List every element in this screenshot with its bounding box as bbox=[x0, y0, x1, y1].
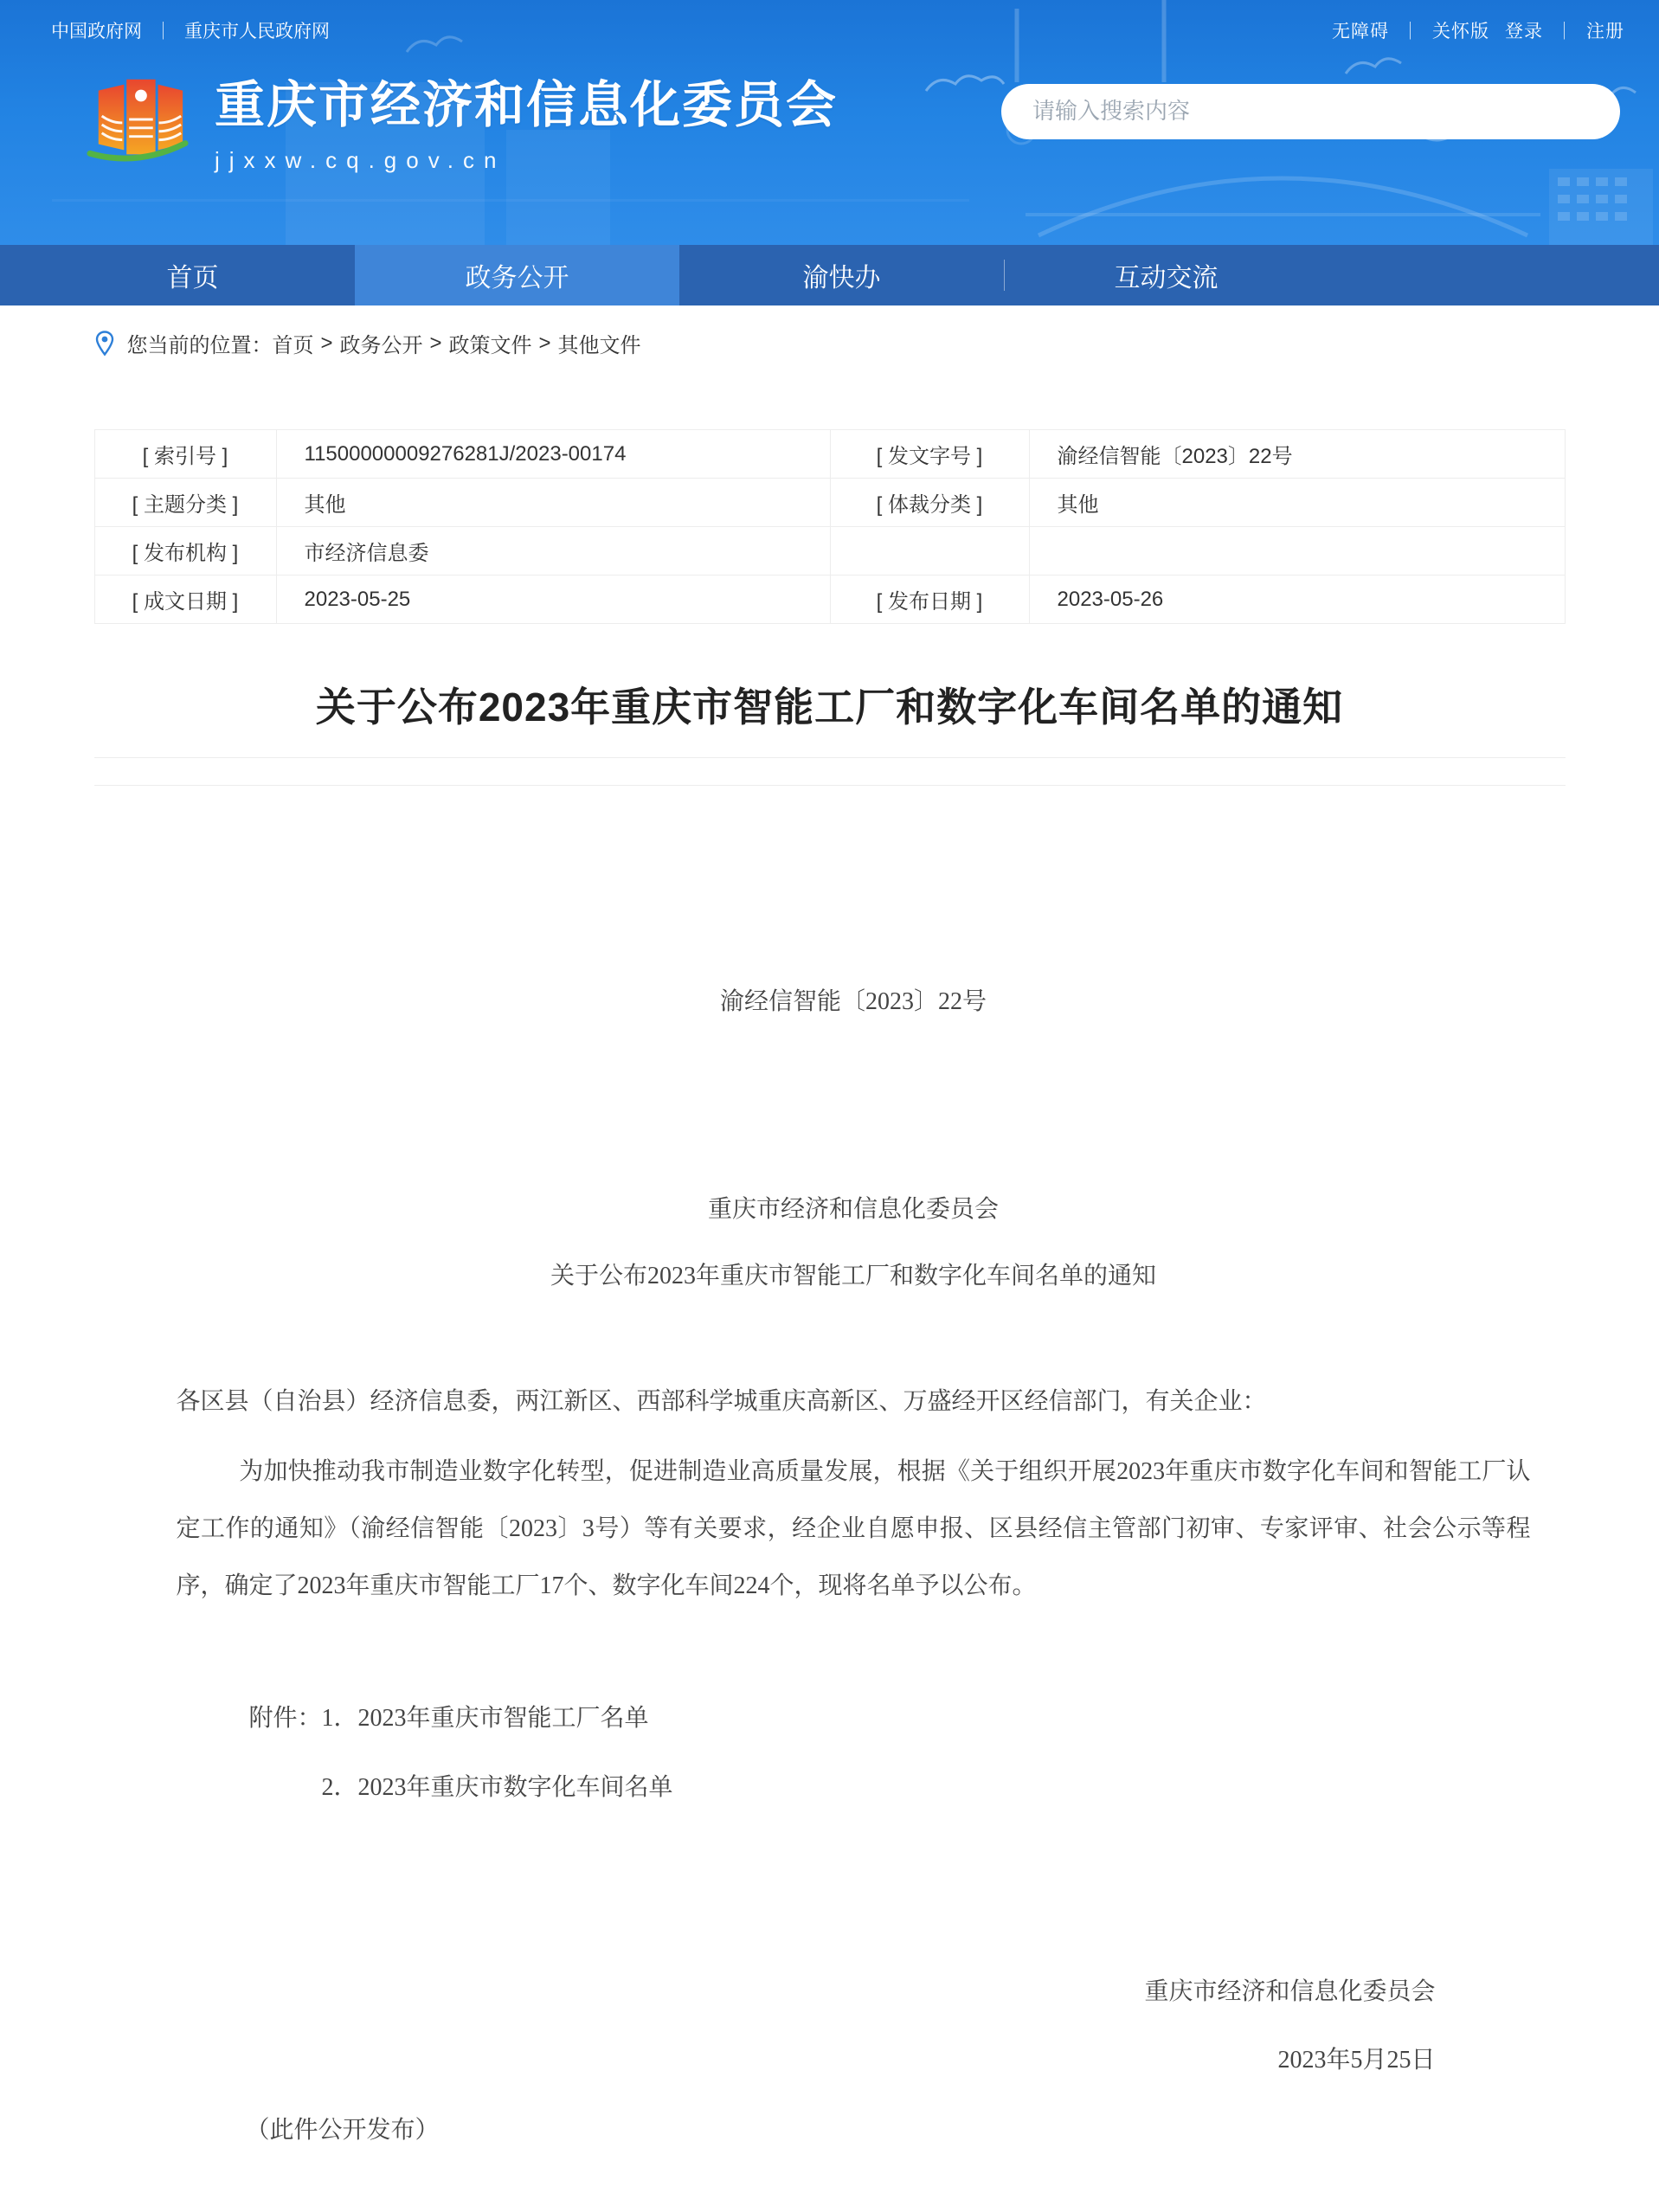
site-logo-icon[interactable] bbox=[87, 68, 189, 170]
breadcrumb-separator: > bbox=[429, 331, 442, 355]
top-links-right bbox=[1332, 17, 1624, 43]
body-paragraph: 为加快推动我市制造业数字化转型，促进制造业高质量发展，根据《关于组织开展2023年重庆市数字化车间和智能工厂认定工作的通知》（渝经信智能〔2023〕3号）等有关要求，经企业自愿申报、区县经信主管部门初审、专家评审、社会公示等程序，确定了2023年重庆市智能工厂17个、数字化车间224个，现将名单予以公布。 bbox=[176, 1458, 1531, 1599]
breadcrumb-separator: > bbox=[320, 331, 333, 355]
attachments-line-2 bbox=[177, 1771, 1531, 1805]
meta-value-publish-date: 2023-05-26 bbox=[1030, 576, 1566, 624]
attachment-item-1: 1．2023年重庆市智能工厂名单 bbox=[321, 1705, 649, 1732]
attachment-item-2: 2．2023年重庆市数字化车间名单 bbox=[321, 1774, 673, 1801]
signature-date: 2023年5月25日 bbox=[1277, 2047, 1436, 2074]
meta-value-issuer: 市经济信息委 bbox=[277, 527, 831, 576]
breadcrumb-item-home[interactable]: 首页 bbox=[272, 334, 314, 357]
search-bar[interactable] bbox=[1001, 84, 1620, 139]
nav-item-gov-disclosure[interactable] bbox=[355, 245, 679, 305]
meta-value-genre: 其他 bbox=[1030, 479, 1566, 527]
nav-item-label: 政务公开 bbox=[465, 264, 569, 293]
page-title: 关于公布2023年重庆市智能工厂和数字化车间名单的通知 bbox=[315, 685, 1344, 730]
breadcrumb bbox=[94, 305, 1566, 374]
site-url: jjxxw.cq.gov.cn bbox=[215, 147, 506, 173]
separator: ｜ bbox=[1401, 22, 1420, 42]
link-cq-gov[interactable]: 重庆市人民政府网 bbox=[184, 22, 330, 42]
public-release-note: （此件公开发布） bbox=[245, 2117, 440, 2144]
breadcrumb-item-gov-disclosure[interactable]: 政务公开 bbox=[339, 334, 423, 357]
document-meta-table bbox=[94, 429, 1566, 624]
meta-value-written-date: 2023-05-25 bbox=[277, 576, 831, 624]
doc-subtitle: 关于公布2023年重庆市智能工厂和数字化车间名单的通知 bbox=[550, 1263, 1156, 1289]
breadcrumb-prefix: 您当前的位置： bbox=[126, 334, 273, 357]
meta-label-publish-date: [ 发布日期 ] bbox=[831, 576, 1030, 624]
issuing-org-line: 重庆市经济和信息化委员会 bbox=[707, 1196, 999, 1223]
search-input[interactable] bbox=[1032, 98, 1589, 125]
nav-item-label: 渝快办 bbox=[802, 264, 881, 293]
divider-line bbox=[94, 785, 1566, 786]
document-body bbox=[94, 985, 1566, 2209]
meta-label-index-no: [ 索引号 ] bbox=[95, 430, 277, 479]
nav-item-yukuaiban[interactable] bbox=[679, 245, 1004, 305]
site-header bbox=[0, 0, 1659, 245]
nav-item-label: 首页 bbox=[166, 264, 219, 293]
meta-label-issuer: [ 发布机构 ] bbox=[95, 527, 277, 576]
meta-value-topic: 其他 bbox=[277, 479, 831, 527]
header-main-row bbox=[0, 43, 1659, 174]
separator: ｜ bbox=[1555, 22, 1574, 42]
link-login[interactable]: 登录 bbox=[1505, 22, 1543, 42]
page-content bbox=[94, 305, 1566, 2209]
breadcrumb-separator: > bbox=[538, 331, 551, 355]
attachments-line-1 bbox=[177, 1701, 1531, 1736]
meta-label-genre: [ 体裁分类 ] bbox=[831, 479, 1030, 527]
location-pin-icon bbox=[94, 331, 115, 357]
meta-value-doc-no: 渝经信智能〔2023〕22号 bbox=[1030, 430, 1566, 479]
breadcrumb-item-policy-files[interactable]: 政策文件 bbox=[448, 334, 532, 357]
link-china-gov[interactable]: 中国政府网 bbox=[51, 22, 142, 42]
nav-item-interaction[interactable] bbox=[1004, 245, 1328, 305]
meta-label-written-date: [ 成文日期 ] bbox=[95, 576, 277, 624]
attachments-label: 附件： bbox=[248, 1705, 322, 1732]
link-register[interactable]: 注册 bbox=[1586, 22, 1624, 42]
article bbox=[94, 624, 1566, 2209]
nav-item-home[interactable] bbox=[30, 245, 355, 305]
signature-org: 重庆市经济和信息化委员会 bbox=[1144, 1978, 1436, 2005]
meta-value-index-no: 11500000009276281J/2023-00174 bbox=[277, 430, 831, 479]
nav-item-label: 互动交流 bbox=[1114, 264, 1219, 293]
meta-value-empty bbox=[1030, 527, 1566, 576]
link-care-version[interactable]: 关怀版 bbox=[1432, 22, 1489, 42]
top-utility-bar bbox=[0, 0, 1659, 43]
doc-number: 渝经信智能〔2023〕22号 bbox=[719, 988, 987, 1015]
divider-line bbox=[94, 757, 1566, 758]
link-accessibility[interactable]: 无障碍 bbox=[1332, 22, 1389, 42]
top-links-left bbox=[51, 17, 330, 43]
meta-label-topic: [ 主题分类 ] bbox=[95, 479, 277, 527]
separator: ｜ bbox=[154, 22, 172, 42]
meta-label-doc-no: [ 发文字号 ] bbox=[831, 430, 1030, 479]
salutation: 各区县（自治县）经济信息委，两江新区、西部科学城重庆高新区、万盛经开区经信部门，有关企业： bbox=[176, 1388, 1267, 1415]
breadcrumb-item-other-files[interactable]: 其他文件 bbox=[557, 334, 641, 357]
site-identity bbox=[215, 64, 838, 174]
meta-label-empty bbox=[831, 527, 1030, 576]
site-title: 重庆市经济和信息化委员会 bbox=[215, 77, 839, 133]
main-navigation bbox=[0, 245, 1659, 305]
